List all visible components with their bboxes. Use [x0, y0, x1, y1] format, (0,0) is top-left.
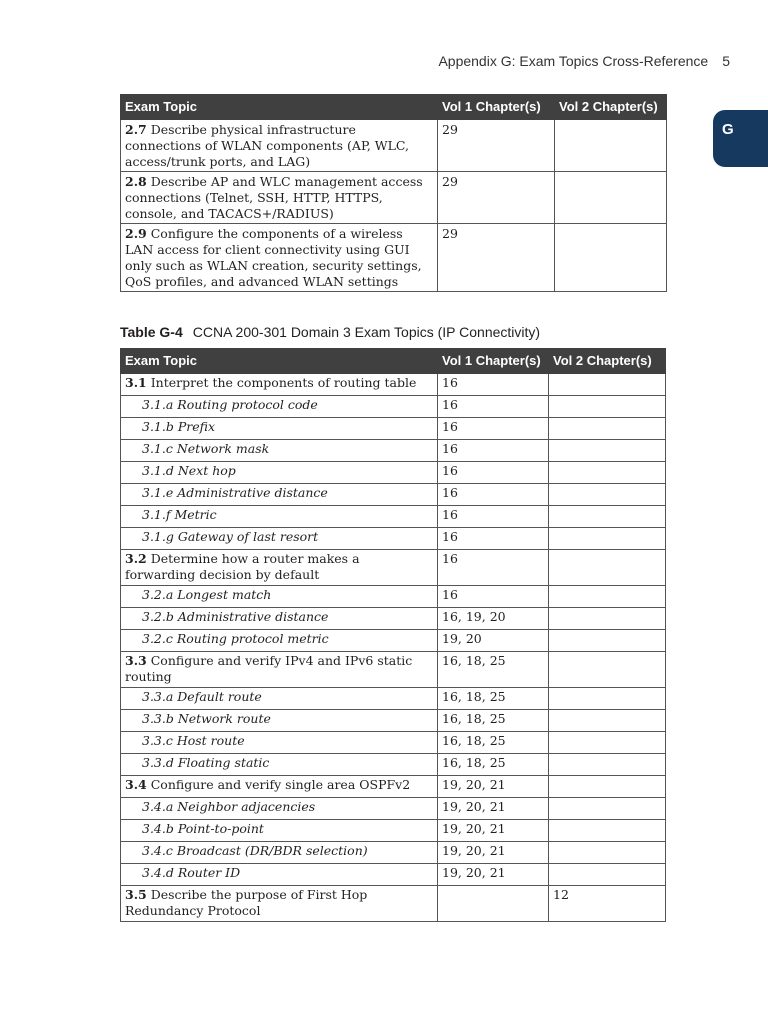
vol2-chapters-cell: 12	[549, 886, 666, 922]
table-row	[121, 864, 666, 886]
vol1-chapters-cell: 16	[438, 506, 549, 528]
topic-number: 2.8	[125, 174, 147, 189]
vol2-chapters-cell	[549, 652, 666, 688]
vol2-chapters-cell	[549, 396, 666, 418]
topic-number: 3.1	[125, 375, 147, 390]
vol2-chapters-cell	[555, 224, 667, 292]
exam-topic-cell: 3.2.c Routing protocol metric	[121, 630, 438, 652]
page-number: 5	[722, 53, 730, 69]
vol2-chapters-cell	[549, 710, 666, 732]
exam-topic-cell	[121, 550, 438, 586]
col-header-vol1: Vol 1 Chapter(s)	[438, 349, 549, 374]
exam-topic-cell: 3.3.c Host route	[121, 732, 438, 754]
topic-number: 3.5	[125, 887, 147, 902]
table-row	[121, 120, 667, 172]
vol1-chapters-cell: 29	[438, 172, 555, 224]
table-row	[121, 418, 666, 440]
exam-topic-cell	[121, 172, 438, 224]
table-row	[121, 506, 666, 528]
exam-topic-cell: 3.3.b Network route	[121, 710, 438, 732]
vol2-chapters-cell	[549, 732, 666, 754]
appendix-tab-marker: G	[713, 110, 768, 167]
topic-text: Interpret the components of routing table	[146, 375, 417, 390]
exam-topic-cell: 3.4.d Router ID	[121, 864, 438, 886]
vol1-chapters-cell: 16, 18, 25	[438, 688, 549, 710]
table-caption-label: Table G-4	[120, 324, 183, 340]
exam-topic-cell: 3.4.a Neighbor adjacencies	[121, 798, 438, 820]
vol2-chapters-cell	[549, 864, 666, 886]
table-row	[121, 550, 666, 586]
vol2-chapters-cell	[549, 550, 666, 586]
col-header-exam-topic: Exam Topic	[121, 349, 438, 374]
exam-topic-cell: 3.2.b Administrative distance	[121, 608, 438, 630]
vol1-chapters-cell: 16, 18, 25	[438, 754, 549, 776]
vol1-chapters-cell: 19, 20, 21	[438, 864, 549, 886]
table-row	[121, 608, 666, 630]
col-header-exam-topic: Exam Topic	[121, 95, 438, 120]
exam-topic-cell: 3.4.b Point-to-point	[121, 820, 438, 842]
topic-number: 2.7	[125, 122, 147, 137]
vol1-chapters-cell: 19, 20, 21	[438, 820, 549, 842]
table2-body	[121, 374, 666, 922]
table-row	[121, 586, 666, 608]
table-row	[121, 396, 666, 418]
exam-topic-cell	[121, 224, 438, 292]
table-row	[121, 462, 666, 484]
vol1-chapters-cell: 16	[438, 396, 549, 418]
vol1-chapters-cell: 16	[438, 418, 549, 440]
vol1-chapters-cell: 16	[438, 440, 549, 462]
table-row	[121, 440, 666, 462]
vol2-chapters-cell	[549, 688, 666, 710]
exam-topic-cell: 3.3.d Floating static	[121, 754, 438, 776]
exam-topic-cell	[121, 374, 438, 396]
vol1-chapters-cell: 16	[438, 462, 549, 484]
vol2-chapters-cell	[549, 506, 666, 528]
exam-topic-cell: 3.1.f Metric	[121, 506, 438, 528]
topic-number: 2.9	[125, 226, 147, 241]
table-row	[121, 688, 666, 710]
vol2-chapters-cell	[549, 798, 666, 820]
table-row	[121, 842, 666, 864]
vol2-chapters-cell	[555, 120, 667, 172]
table-row	[121, 484, 666, 506]
table-row	[121, 630, 666, 652]
vol1-chapters-cell: 16	[438, 528, 549, 550]
table-row	[121, 710, 666, 732]
vol2-chapters-cell	[549, 820, 666, 842]
topic-text: Describe physical infrastructure connections of WLAN components (AP, WLC, access/trunk ports, and LAG)	[125, 122, 410, 169]
vol2-chapters-cell	[549, 754, 666, 776]
exam-topic-cell: 3.1.c Network mask	[121, 440, 438, 462]
vol2-chapters-cell	[549, 586, 666, 608]
exam-topics-table-domain-3	[120, 348, 666, 922]
table-row	[121, 652, 666, 688]
topic-text: Determine how a router makes a forwarding decision by default	[125, 551, 360, 582]
exam-topic-cell: 3.4.c Broadcast (DR/BDR selection)	[121, 842, 438, 864]
table1-body	[121, 120, 667, 292]
running-title: Appendix G: Exam Topics Cross-Reference	[438, 53, 709, 69]
vol2-chapters-cell	[555, 172, 667, 224]
vol1-chapters-cell: 16	[438, 550, 549, 586]
table-header-row	[121, 95, 667, 120]
vol2-chapters-cell	[549, 418, 666, 440]
vol2-chapters-cell	[549, 374, 666, 396]
vol1-chapters-cell: 16	[438, 484, 549, 506]
col-header-vol2: Vol 2 Chapter(s)	[555, 95, 667, 120]
vol1-chapters-cell: 16	[438, 374, 549, 396]
table-row	[121, 172, 667, 224]
vol1-chapters-cell: 16, 19, 20	[438, 608, 549, 630]
table-row	[121, 776, 666, 798]
vol2-chapters-cell	[549, 528, 666, 550]
vol1-chapters-cell: 16, 18, 25	[438, 652, 549, 688]
exam-topic-cell: 3.1.d Next hop	[121, 462, 438, 484]
table-row	[121, 886, 666, 922]
vol1-chapters-cell: 16	[438, 586, 549, 608]
exam-topic-cell	[121, 776, 438, 798]
vol2-chapters-cell	[549, 608, 666, 630]
exam-topic-cell: 3.3.a Default route	[121, 688, 438, 710]
table-row	[121, 798, 666, 820]
exam-topic-cell	[121, 652, 438, 688]
vol1-chapters-cell: 16, 18, 25	[438, 710, 549, 732]
vol2-chapters-cell	[549, 484, 666, 506]
exam-topic-cell	[121, 886, 438, 922]
vol1-chapters-cell	[438, 886, 549, 922]
exam-topic-cell: 3.2.a Longest match	[121, 586, 438, 608]
topic-number: 3.2	[125, 551, 147, 566]
vol2-chapters-cell	[549, 776, 666, 798]
exam-topic-cell: 3.1.b Prefix	[121, 418, 438, 440]
vol2-chapters-cell	[549, 440, 666, 462]
topic-text: Configure and verify IPv4 and IPv6 static routing	[125, 653, 413, 684]
topic-number: 3.4	[125, 777, 147, 792]
table-row	[121, 754, 666, 776]
exam-topics-table-domain-2	[120, 94, 667, 292]
topic-number: 3.3	[125, 653, 147, 668]
col-header-vol1: Vol 1 Chapter(s)	[438, 95, 555, 120]
table-row	[121, 528, 666, 550]
vol1-chapters-cell: 29	[438, 120, 555, 172]
table-row	[121, 374, 666, 396]
vol1-chapters-cell: 19, 20, 21	[438, 776, 549, 798]
exam-topic-cell: 3.1.g Gateway of last resort	[121, 528, 438, 550]
col-header-vol2: Vol 2 Chapter(s)	[549, 349, 666, 374]
vol1-chapters-cell: 19, 20, 21	[438, 842, 549, 864]
vol2-chapters-cell	[549, 842, 666, 864]
vol1-chapters-cell: 29	[438, 224, 555, 292]
exam-topic-cell	[121, 120, 438, 172]
topic-text: Configure and verify single area OSPFv2	[146, 777, 411, 792]
table-caption-text: CCNA 200-301 Domain 3 Exam Topics (IP Connectivity)	[192, 324, 541, 340]
table-row	[121, 732, 666, 754]
vol2-chapters-cell	[549, 630, 666, 652]
table-header-row	[121, 349, 666, 374]
topic-text: Configure the components of a wireless LAN access for client connectivity using GUI only such as WLAN creation, security settings, QoS profiles, and advanced WLAN settings	[125, 226, 422, 289]
table-caption	[120, 324, 540, 340]
table-row	[121, 820, 666, 842]
exam-topic-cell: 3.1.e Administrative distance	[121, 484, 438, 506]
topic-text: Describe the purpose of First Hop Redundancy Protocol	[125, 887, 368, 918]
exam-topic-cell: 3.1.a Routing protocol code	[121, 396, 438, 418]
vol1-chapters-cell: 19, 20, 21	[438, 798, 549, 820]
topic-text: Describe AP and WLC management access connections (Telnet, SSH, HTTP, HTTPS, console, and TACACS+/RADIUS)	[125, 174, 423, 221]
running-header	[0, 53, 730, 69]
vol2-chapters-cell	[549, 462, 666, 484]
vol1-chapters-cell: 16, 18, 25	[438, 732, 549, 754]
vol1-chapters-cell: 19, 20	[438, 630, 549, 652]
table-row	[121, 224, 667, 292]
